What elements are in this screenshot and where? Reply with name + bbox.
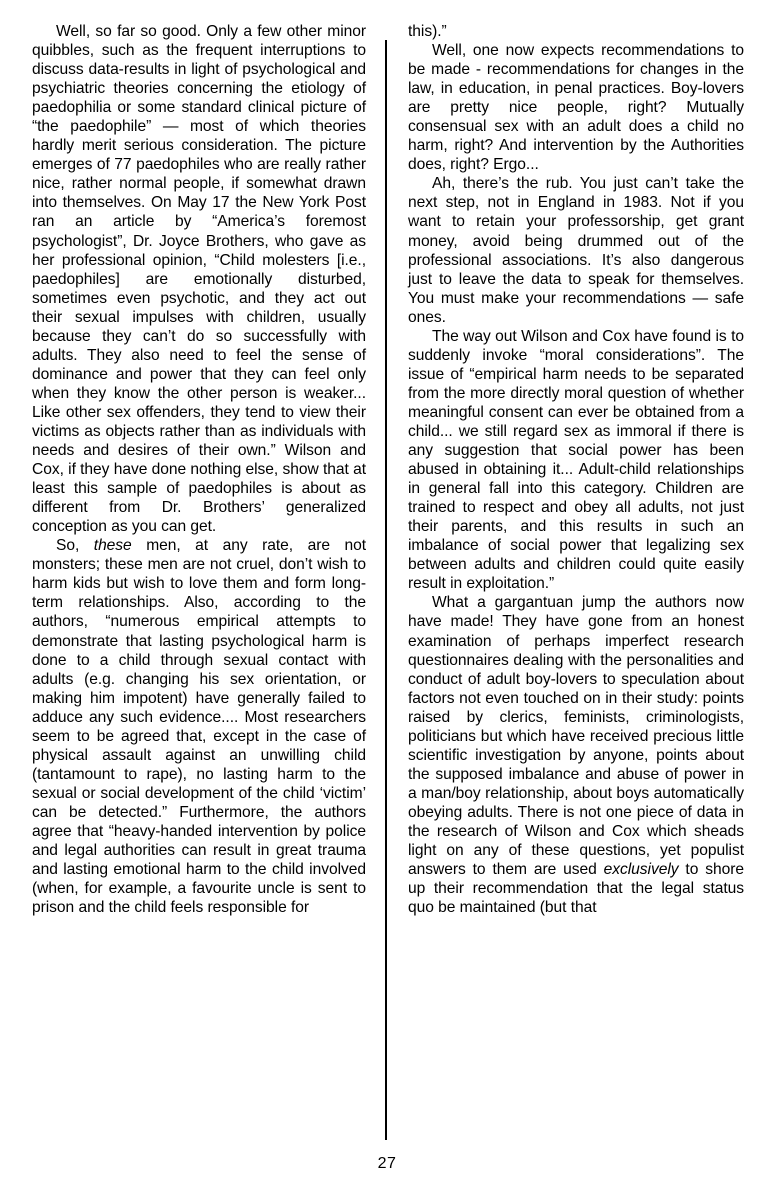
paragraph-5: Ah, there’s the rub. You just can’t take the next step, not in England in 1983. Not if you want to retain your professorship, get grant money, avoid being drummed out of the professional associations. It’s also dangerous just to leave the data to speak for themselves. You must make your recommendations — safe ones. bbox=[408, 175, 744, 326]
page-number: 27 bbox=[377, 1155, 397, 1172]
paragraph-7 bbox=[408, 593, 744, 917]
paragraph-2-emphasis: these bbox=[93, 537, 132, 555]
paragraph-7-rest: to shore up their recommendation that the legal status quo be maintained (but that bbox=[408, 861, 744, 917]
paragraph-3: this).” bbox=[408, 23, 447, 40]
paragraph-2-rest: men, at any rate, are not monsters; these men are not cruel, don’t wish to harm kids but wish to love them and form long-term relationships. Also, according to the authors, “numerous empirical attempts to demonstrate that lasting psychological harm is done to a child through sexual contact with adults (e.g. changing his sex orientation, or making him impotent) have generally failed to adduce any such evidence.... Most researchers seem to be agreed that, except in the case of physical assault against an unwilling child (tantamount to rape), no lasting harm to the sexual or social development of the child ‘victim’ can be detected.” Furthermore, the authors agree that “heavy-handed intervention by police and legal authorities can result in great trauma and lasting emotional harm to the child involved (when, for example, a favourite uncle is sent to prison and the child feels responsible for bbox=[32, 537, 366, 917]
paragraph-2 bbox=[32, 536, 366, 917]
column-divider-rule bbox=[385, 40, 387, 1140]
paragraph-7-lead: What a gargantuan jump the authors now have made! They have gone from an honest examination of perhaps imperfect research questionnaires dealing with the personalities and conduct of adult boy-lovers to speculation about factors not even touched on in their study: points raised by clerics, feminists, criminologists, politicians but which have received precious little scientific investigation by anyone, points about the supposed imbalance and abuse of power in a man/boy relationship, about boys automatically obeying adults. There is not one piece of data in the research of Wilson and Cox which sheads light on any of these questions, yet populist answers to them are used bbox=[408, 594, 744, 879]
right-column bbox=[408, 22, 744, 917]
paragraph-1: Well, so far so good. Only a few other minor quibbles, such as the frequent interruptions to discuss data-results in light of psychological and psychiatric theories concerning the etiology of paedophilia or some standard clinical picture of “the paedophile” — most of which theories hardly merit serious consideration. The picture emerges of 77 paedophiles who are really rather nice, rather normal people, if somewhat drawn into themselves. On May 17 the New York Post ran an article by “America’s foremost psychologist”, Dr. Joyce Brothers, who gave as her professional opinion, “Child molesters [i.e., paedophiles] are emotionally disturbed, sometimes even psychotic, and they act out their sexual impulses with children, usually because they can’t do so successfully with adults. They also need to feel the sense of dominance and power that they can feel only when they know the other person is weaker... Like other sex offenders, they tend to view their victims as objects rather than as individuals with needs and desires of their own.” Wilson and Cox, if they have done nothing else, show that at least this sample of paedophiles is about as different from Dr. Brothers’ generalized conception as you can get. bbox=[32, 23, 366, 536]
left-column bbox=[32, 22, 366, 917]
paragraph-7-emphasis: exclusively bbox=[603, 861, 679, 879]
paragraph-6: The way out Wilson and Cox have found is to suddenly invoke “moral considerations”. The issue of “empirical harm needs to be separated from the more directly moral question of whether meaningful consent can ever be obtained from a child... we still regard sex as immoral if there is any suggestion that social power has been abused in obtaining it... Adult-child relationships in general fall into this category. Children are trained to respect and obey all adults, not just their parents, and this results in such an imbalance of social power that legalizing sex between adults and children could quite easily result in exploitation.” bbox=[408, 327, 744, 593]
paragraph-4: Well, one now expects recommendations to be made - recommendations for changes in the law, in education, in penal practices. Boy-lovers are pretty nice people, right? Mutually consensual sex with an adult does a child no harm, right? And intervention by the Authorities does, right? Ergo... bbox=[408, 42, 744, 174]
paragraph-2-lead: So, bbox=[56, 537, 94, 555]
